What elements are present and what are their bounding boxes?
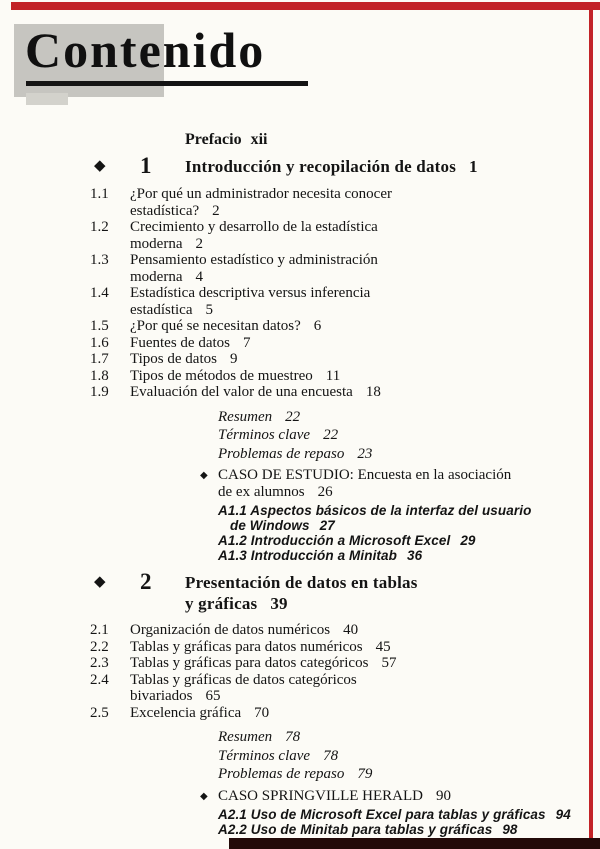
chapter-2-endmatter (218, 728, 572, 784)
section-page-number: 2 (212, 202, 220, 219)
endmatter-label: Problemas de repaso (218, 766, 345, 782)
section-title-text: Tablas y gráficas para datos categóricos (130, 655, 369, 671)
appendix-page-number: 27 (319, 518, 335, 533)
appendix-number: A2.2 (218, 821, 247, 837)
section-title-text: ¿Por qué un administrador necesita conocer estadística? (130, 186, 392, 219)
section-number: 1.2 (90, 219, 109, 235)
appendix-entry (218, 822, 572, 837)
case-study-entry (200, 788, 572, 805)
section-title (130, 368, 436, 385)
chapter-title-text: Introducción y recopilación de datos (185, 157, 457, 176)
chapter-title-text: y gráficas (185, 593, 258, 613)
endmatter-label: Resumen (218, 729, 273, 745)
case-study-entry (200, 467, 572, 501)
title-underline (26, 81, 308, 86)
endmatter-row (218, 747, 572, 766)
toc-section-row (90, 384, 572, 401)
section-title-text: Crecimiento y desarrollo de la estadística moderna (130, 219, 378, 252)
endmatter-page-number: 23 (357, 445, 373, 462)
appendix-title-text: de Windows (230, 518, 310, 533)
section-number: 2.4 (90, 671, 109, 688)
chapter-number: 1 (140, 153, 152, 178)
endmatter-page-number: 79 (357, 766, 373, 782)
chapter-1-sections (90, 186, 572, 401)
top-edge-bar (11, 2, 600, 10)
title-shadow-artifact (26, 93, 68, 105)
toc-section-row (90, 368, 572, 385)
section-number: 1.9 (90, 384, 109, 400)
section-number: 1.7 (90, 351, 109, 367)
appendix-page-number: 98 (502, 821, 518, 837)
section-page-number: 9 (229, 351, 238, 367)
section-page-number: 65 (205, 688, 221, 704)
preface-label: Prefacio (185, 131, 242, 148)
right-edge-bar (589, 2, 593, 838)
toc-section-row (90, 672, 572, 705)
section-page-number: 6 (313, 318, 322, 334)
case-study-line: CASO SPRINGVILLE HERALD (218, 787, 424, 804)
section-number: 2.2 (90, 638, 109, 655)
section-title-text: Estadística descriptiva versus inferencia estadística (130, 285, 371, 318)
section-page-number: 11 (325, 367, 341, 384)
section-title-text: Tablas y gráficas de datos categóricos bivariados (130, 671, 357, 704)
preface-entry (185, 130, 572, 149)
diamond-icon (200, 467, 218, 501)
toc-content (90, 130, 572, 837)
appendix-number: A1.3 (218, 548, 247, 563)
section-number: 1.5 (90, 318, 109, 334)
preface-page-number: xii (250, 131, 268, 148)
section-title (130, 219, 436, 252)
section-page-number: 5 (205, 301, 213, 318)
endmatter-page-number: 22 (285, 408, 301, 425)
appendix-page-number: 36 (406, 548, 423, 563)
chapter-title-text: Presentación de datos en tablas (185, 573, 418, 592)
appendix-entry (218, 548, 572, 563)
case-study-page-number: 90 (436, 787, 452, 804)
chapter-1-appendices (218, 503, 572, 563)
section-title (130, 351, 436, 368)
case-study-line: CASO DE ESTUDIO: Encuesta en la asociación (218, 467, 512, 483)
diamond-icon (90, 154, 140, 178)
chapter-2-heading (90, 570, 572, 614)
chapter-1-endmatter (218, 408, 572, 464)
appendix-entry (218, 807, 572, 822)
section-title-text: Pensamiento estadístico y administración moderna (130, 252, 378, 285)
chapter-title (185, 570, 418, 614)
section-number: 1.4 (90, 285, 109, 301)
chapter-title (185, 154, 478, 178)
section-page-number: 18 (365, 384, 381, 400)
chapter-number: 2 (140, 569, 152, 594)
appendix-title-text: Uso de Minitab para tablas y gráficas (250, 821, 493, 837)
appendix-page-number: 94 (555, 806, 571, 822)
section-number: 2.1 (90, 622, 109, 638)
page-title: Contenido (25, 22, 266, 78)
appendix-entry (218, 533, 572, 548)
section-title-text: Fuentes de datos (130, 334, 230, 351)
section-title (130, 318, 436, 335)
section-title-text: Evaluación del valor de una encuesta (130, 384, 353, 400)
section-title-text: Tipos de métodos de muestreo (130, 367, 313, 384)
section-title-text: Organización de datos numéricos (130, 622, 331, 638)
case-study-title (218, 788, 451, 805)
case-study-line: de ex alumnos (218, 484, 305, 500)
section-number: 2.3 (90, 655, 109, 671)
appendix-number: A2.1 (218, 806, 247, 822)
toc-section-row (90, 622, 572, 639)
section-title-text: Tipos de datos (130, 351, 217, 367)
appendix-title-text: Uso de Microsoft Excel para tablas y gráficas (250, 806, 546, 822)
section-page-number: 4 (195, 268, 203, 285)
section-title-text: Tablas y gráficas para datos numéricos (130, 638, 363, 655)
endmatter-label: Términos clave (218, 747, 311, 764)
toc-section-row (90, 335, 572, 352)
section-number: 1.6 (90, 334, 109, 351)
section-title (130, 639, 436, 656)
toc-section-row (90, 186, 572, 219)
section-title (130, 285, 436, 318)
appendix-page-number: 29 (460, 533, 476, 548)
toc-section-row (90, 318, 572, 335)
section-title (130, 335, 436, 352)
section-title-text: ¿Por qué se necesitan datos? (130, 318, 301, 334)
section-number: 1.8 (90, 367, 109, 384)
toc-section-row (90, 219, 572, 252)
appendix-title-text: Aspectos básicos de la interfaz del usuario (250, 503, 532, 518)
section-title (130, 655, 436, 672)
section-page-number: 7 (242, 334, 251, 351)
section-number: 2.5 (90, 704, 109, 721)
toc-section-row (90, 351, 572, 368)
chapter-page-number: 1 (469, 157, 478, 176)
endmatter-page-number: 22 (323, 427, 339, 443)
appendix-number: A1.1 (218, 503, 247, 518)
endmatter-row (218, 408, 572, 427)
section-title (130, 252, 436, 285)
endmatter-row (218, 445, 572, 464)
endmatter-label: Términos clave (218, 427, 311, 443)
section-number: 1.1 (90, 186, 109, 202)
diamond-icon (90, 570, 140, 594)
section-title-text: Excelencia gráfica (130, 704, 242, 721)
section-page-number: 57 (381, 655, 397, 671)
diamond-icon (200, 788, 218, 805)
endmatter-row (218, 765, 572, 784)
section-number: 1.3 (90, 252, 109, 268)
section-page-number: 45 (375, 638, 391, 655)
toc-section-row (90, 252, 572, 285)
chapter-2-sections (90, 622, 572, 721)
toc-section-row (90, 655, 572, 672)
section-title (130, 705, 436, 722)
toc-section-row (90, 285, 572, 318)
section-page-number: 2 (195, 235, 203, 252)
section-title (130, 672, 436, 705)
section-page-number: 40 (343, 622, 359, 638)
section-title (130, 622, 436, 639)
endmatter-row (218, 728, 572, 747)
endmatter-label: Resumen (218, 408, 273, 425)
appendix-number: A1.2 (218, 533, 247, 548)
endmatter-row (218, 426, 572, 445)
section-title (130, 186, 436, 219)
appendix-entry (218, 503, 572, 533)
section-title (130, 384, 436, 401)
section-page-number: 70 (254, 704, 270, 721)
toc-section-row (90, 639, 572, 656)
endmatter-page-number: 78 (323, 747, 339, 764)
toc-section-row (90, 705, 572, 722)
appendix-title-text: Introducción a Minitab (250, 548, 397, 563)
chapter-2-appendices (218, 807, 572, 837)
chapter-1-heading (90, 154, 572, 178)
case-study-title (218, 467, 511, 501)
chapter-page-number: 39 (270, 593, 288, 613)
endmatter-page-number: 78 (285, 729, 301, 745)
case-study-page-number: 26 (317, 484, 333, 500)
endmatter-label: Problemas de repaso (218, 445, 345, 462)
bottom-edge-bar (229, 838, 600, 849)
appendix-title-text: Introducción a Microsoft Excel (250, 533, 451, 548)
